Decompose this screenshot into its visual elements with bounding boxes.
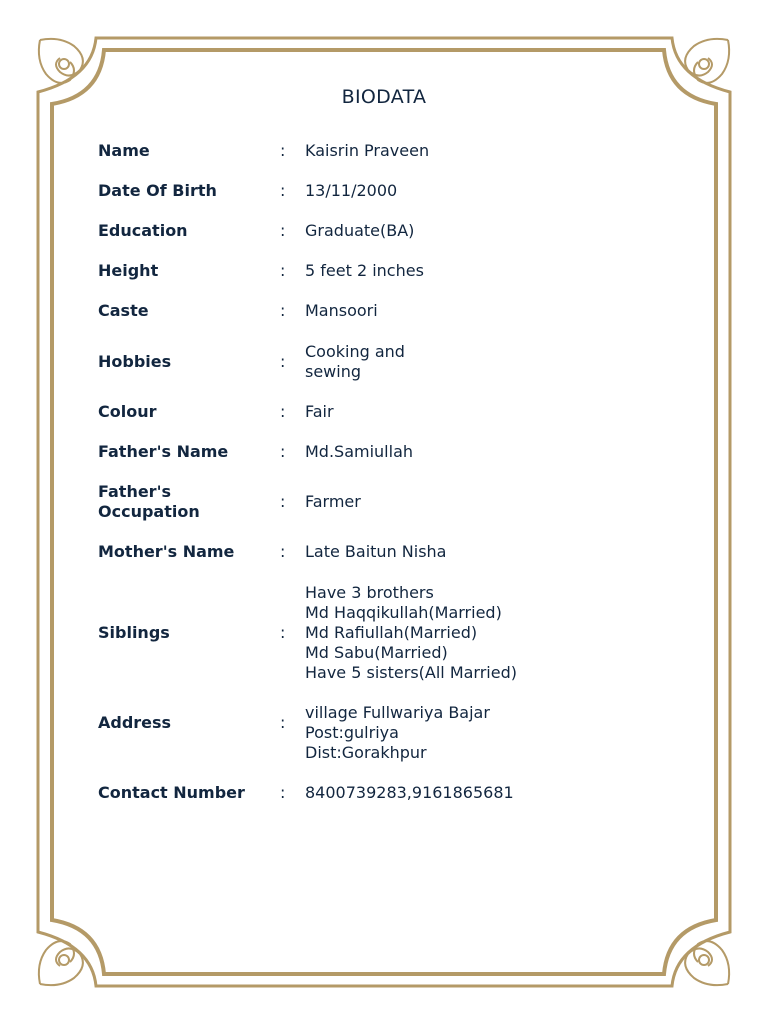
field-separator: : xyxy=(280,542,286,561)
field-value: 13/11/2000 xyxy=(305,181,398,200)
corner-ornament-top-left xyxy=(39,39,83,83)
field-value: Kaisrin Praveen xyxy=(305,141,430,160)
page-title: BIODATA xyxy=(341,86,427,108)
field-separator: : xyxy=(280,783,286,802)
field-row-mothers-name xyxy=(98,542,658,562)
field-row-colour xyxy=(98,402,658,422)
field-separator: : xyxy=(280,442,286,461)
field-label: Father's Occupation xyxy=(98,482,200,521)
field-separator: : xyxy=(280,492,286,511)
field-separator: : xyxy=(280,352,286,371)
field-row-date-of-birth xyxy=(98,181,658,201)
field-row-siblings xyxy=(98,583,658,683)
field-row-fathers-occupation xyxy=(98,482,658,522)
field-value: Mansoori xyxy=(305,301,378,320)
field-label: Mother's Name xyxy=(98,542,235,561)
field-value: Cooking and sewing xyxy=(305,342,405,381)
field-row-name xyxy=(98,141,658,161)
field-value: 8400739283,9161865681 xyxy=(305,783,514,802)
field-label: Siblings xyxy=(98,623,170,642)
field-label: Date Of Birth xyxy=(98,181,217,200)
field-label: Height xyxy=(98,261,159,280)
field-value: Farmer xyxy=(305,492,361,511)
field-separator: : xyxy=(280,713,286,732)
field-label: Name xyxy=(98,141,150,160)
field-separator: : xyxy=(280,623,286,642)
field-label: Hobbies xyxy=(98,352,172,371)
field-row-education xyxy=(98,221,658,241)
field-value: Md.Samiullah xyxy=(305,442,414,461)
field-row-hobbies xyxy=(98,342,658,382)
corner-ornament-bottom-left xyxy=(39,941,83,985)
field-value: 5 feet 2 inches xyxy=(305,261,424,280)
field-label: Contact Number xyxy=(98,783,245,802)
field-row-address xyxy=(98,683,658,763)
field-label: Address xyxy=(98,713,172,732)
field-value: Have 3 brothers Md Haqqikullah(Married) Md Rafiullah(Married) Md Sabu(Married) Have 5 sisters(All Married) xyxy=(305,583,517,682)
corner-ornament-bottom-right xyxy=(685,941,729,985)
field-label: Colour xyxy=(98,402,157,421)
field-value: Late Baitun Nisha xyxy=(305,542,447,561)
field-row-fathers-name xyxy=(98,442,658,462)
field-row-contact-number xyxy=(98,783,658,803)
field-label: Education xyxy=(98,221,188,240)
field-value: Graduate(BA) xyxy=(305,221,415,240)
field-label: Caste xyxy=(98,301,149,320)
field-row-caste xyxy=(98,301,658,321)
field-separator: : xyxy=(280,141,286,160)
field-separator: : xyxy=(280,261,286,280)
field-row-height xyxy=(98,261,658,281)
field-separator: : xyxy=(280,221,286,240)
field-value: Fair xyxy=(305,402,334,421)
corner-ornament-top-right xyxy=(685,39,729,83)
field-separator: : xyxy=(280,301,286,320)
field-separator: : xyxy=(280,402,286,421)
field-value: village Fullwariya Bajar Post:gulriya Dist:Gorakhpur xyxy=(305,703,490,762)
field-label: Father's Name xyxy=(98,442,229,461)
field-separator: : xyxy=(280,181,286,200)
